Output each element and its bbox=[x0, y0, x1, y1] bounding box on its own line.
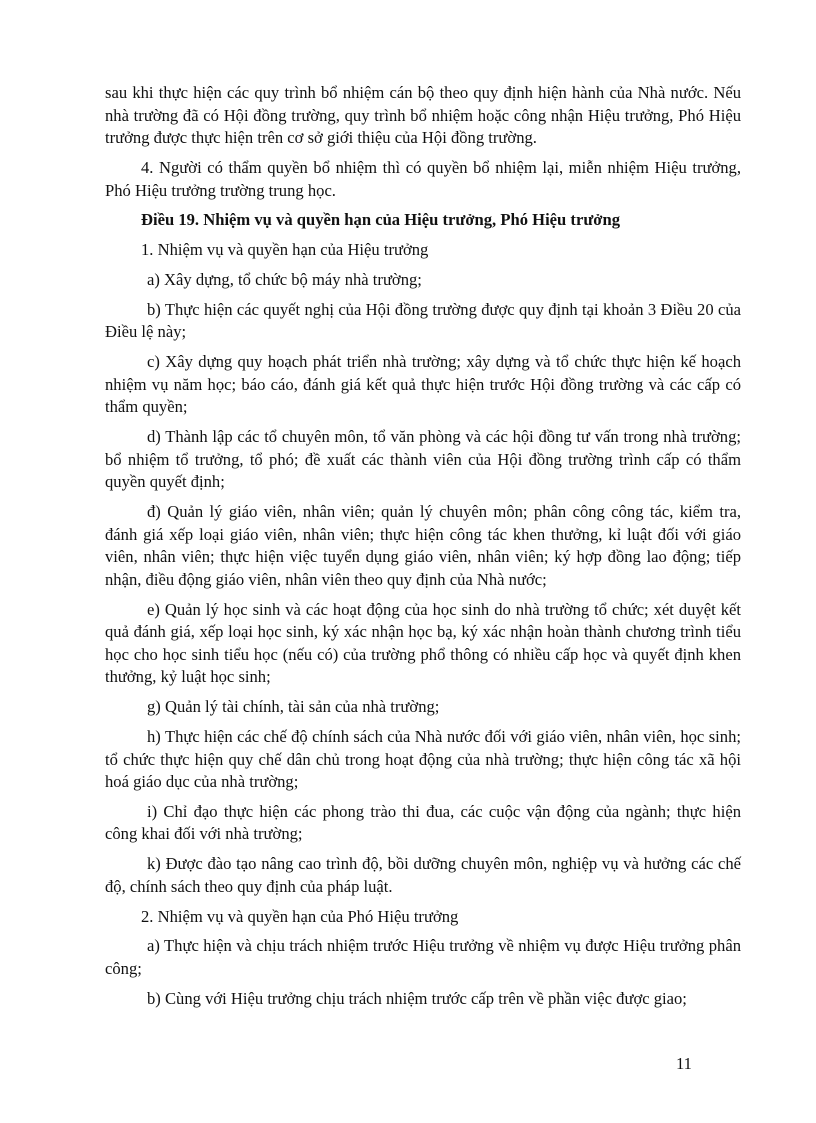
article-19-title: Điều 19. Nhiệm vụ và quyền hạn của Hiệu trưởng, Phó Hiệu trưởng bbox=[141, 210, 620, 230]
item-1c: c) Xây dựng quy hoạch phát triển nhà trường; xây dựng và tổ chức thực hiện kế hoạch nhiệm vụ năm học; báo cáo, đánh giá kết quả thực hiện trước Hội đồng trường và các cấp có thẩm quyền; bbox=[105, 352, 741, 417]
document-page bbox=[105, 82, 741, 1018]
page-number: 11 bbox=[676, 1054, 692, 1073]
item-1h: h) Thực hiện các chế độ chính sách của Nhà nước đối với giáo viên, nhân viên, học sinh; tổ chức thực hiện quy chế dân chủ trong hoạt động của nhà trường; thực hiện công tác xã hội hoá giáo dục của nhà trường; bbox=[105, 726, 741, 792]
paragraph-clause-4: 4. Người có thẩm quyền bổ nhiệm thì có quyền bổ nhiệm lại, miễn nhiệm Hiệu trưởng, Phó Hiệu trưởng trường trung học. bbox=[105, 157, 741, 200]
item-1g: g) Quản lý tài chính, tài sản của nhà trường; bbox=[147, 697, 440, 717]
item-2b: b) Cùng với Hiệu trưởng chịu trách nhiệm trước cấp trên về phần việc được giao; bbox=[147, 988, 687, 1008]
section-1-heading: 1. Nhiệm vụ và quyền hạn của Hiệu trưởng bbox=[141, 240, 429, 260]
item-1d: d) Thành lập các tổ chuyên môn, tổ văn phòng và các hội đồng tư vấn trong nhà trường; bổ nhiệm tổ trưởng, tổ phó; đề xuất các thành viên của Hội đồng trường trình cấp có thẩm quyền quyết định; bbox=[105, 427, 741, 492]
item-2a: a) Thực hiện và chịu trách nhiệm trước Hiệu trưởng về nhiệm vụ được Hiệu trưởng phân công; bbox=[105, 936, 741, 978]
item-1e: e) Quản lý học sinh và các hoạt động của học sinh do nhà trường tổ chức; xét duyệt kết quả đánh giá, xếp loại học sinh, ký xác nhận học bạ, ký xác nhận hoàn thành chương trình tiểu học cho học sinh tiểu học (nếu có) của trường phổ thông có nhiều cấp học và quyết định khen thưởng, kỷ luật học sinh; bbox=[105, 599, 741, 687]
item-1dd: đ) Quản lý giáo viên, nhân viên; quản lý chuyên môn; phân công công tác, kiểm tra, đánh giá xếp loại giáo viên, nhân viên; thực hiện công tác khen thưởng, kỉ luật đối với giáo viên, nhân viên; thực hiện việc tuyển dụng giáo viên, nhân viên; ký hợp đồng lao động; tiếp nhận, điều động giáo viên, nhân viên theo quy định của Nhà nước; bbox=[105, 502, 741, 589]
item-1k: k) Được đào tạo nâng cao trình độ, bồi dưỡng chuyên môn, nghiệp vụ và hưởng các chế độ, chính sách theo quy định của pháp luật. bbox=[105, 854, 741, 896]
paragraph-continuation: sau khi thực hiện các quy trình bổ nhiệm cán bộ theo quy định hiện hành của Nhà nước. Nếu nhà trường đã có Hội đồng trường, quy trình bổ nhiệm hoặc công nhận Hiệu trưởng, Phó Hiệu trưởng được thực hiện trên cơ sở giới thiệu của Hội đồng trường. bbox=[105, 83, 741, 148]
item-1i: i) Chỉ đạo thực hiện các phong trào thi đua, các cuộc vận động của ngành; thực hiện công khai đối với nhà trường; bbox=[105, 801, 741, 844]
section-2-heading: 2. Nhiệm vụ và quyền hạn của Phó Hiệu trưởng bbox=[141, 906, 459, 926]
item-1b: b) Thực hiện các quyết nghị của Hội đồng trường được quy định tại khoản 3 Điều 20 của Điều lệ này; bbox=[105, 299, 741, 342]
item-1a: a) Xây dựng, tổ chức bộ máy nhà trường; bbox=[147, 269, 422, 289]
